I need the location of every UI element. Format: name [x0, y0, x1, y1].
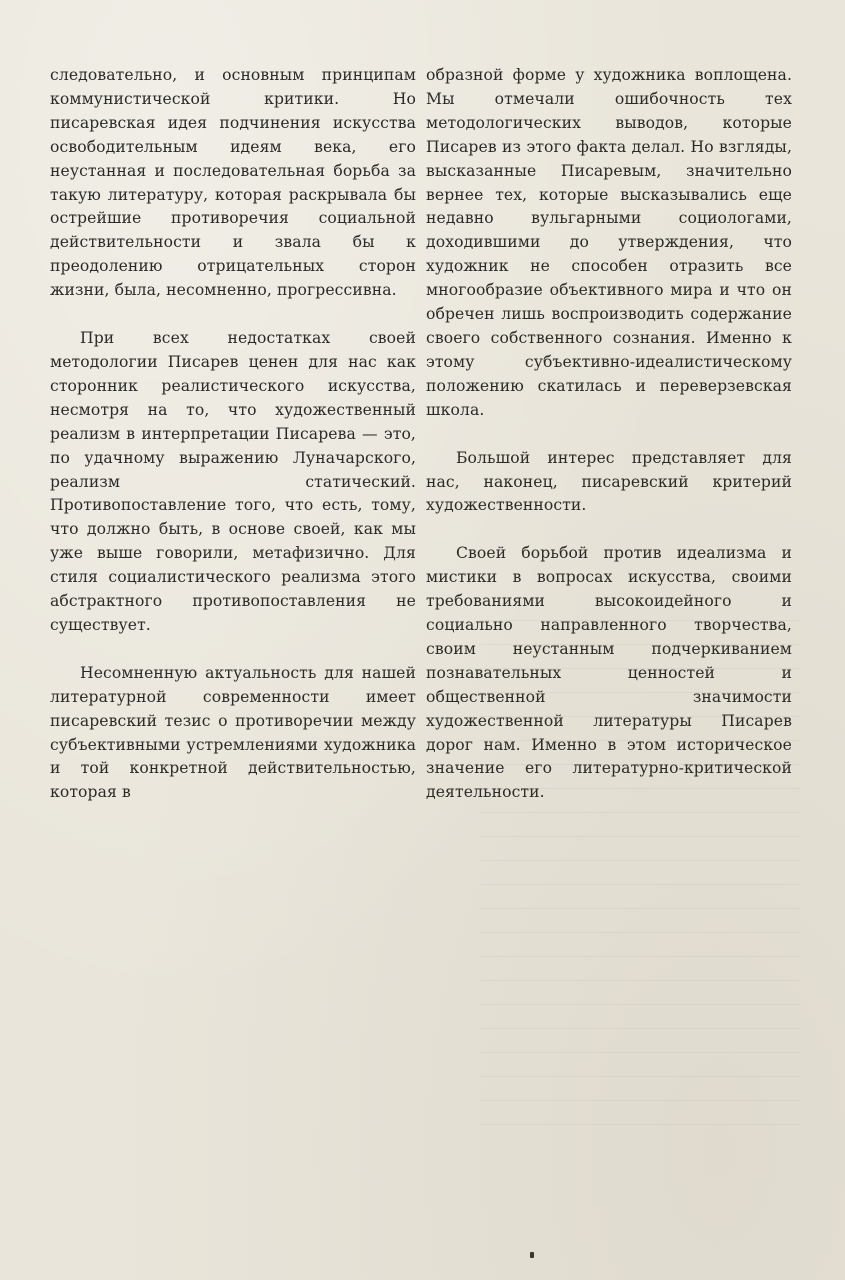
paragraph-continuation: следовательно, и основным принципам коммунистической критики. Но писаревская идея подчинения искусства освободительным идеям века, его неустанная и последовательная борьба за такую литературу, которая раскрывала бы острейшие противоречия социальной действительности и звала бы к преодолению отрицательных сторон жизни, была, несомненно, прогрессивна.	[50, 66, 416, 300]
page-mark	[530, 1252, 534, 1258]
right-text-column	[426, 64, 792, 805]
left-text-column	[50, 64, 416, 805]
paragraph-pisarev-methodology: При всех недостатках своей методологии Писарев ценен для нас как сторонник реалистического искусства, несмотря на то, что художественный реализм в интерпретации Писарева — это, по удачному выражению Луначарского, реализм статический. Противопоставление того, что есть, тому, что должно быть, в основе своей, как мы уже выше говорили, метафизично. Для стиля социалистического реализма этого абстрактного противопоставления не существует.	[50, 329, 416, 634]
paragraph-actuality: Несомненную актуальность для нашей литературной современности имеет писаревский тезис о противоречии между субъективными устремлениями художника и той конкретной действительностью, которая в	[50, 663, 416, 802]
paragraph-conclusion: Своей борьбой против идеализма и мистики в вопросах искусства, своими требованиями высокоидейного и социально направленного творчества, своим неустанным подчеркиванием познавательных ценностей и общественной значимости художественной литературы Писарев дорог нам. Именно в этом историческое значение его литературно-критической деятельности.	[426, 544, 792, 802]
paragraph-artistic-criterion: Большой интерес представляет для нас, наконец, писаревский критерий художественности.	[426, 448, 792, 515]
paragraph-continuation-right: образной форме у художника воплощена. Мы отмечали ошибочность тех методологических выводов, которые Писарев из этого факта делал. Но взгляды, высказанные Писаревым, значительно вернее тех, которые высказывались еще недавно вульгарными социологами, доходившими до утверждения, что художник не способен отразить все многообразие объективного мира и что он обречен лишь воспроизводить содержание своего собственного сознания. Именно к этому субъективно-идеалистическому положению скатилась и переверзевская школа.	[426, 66, 792, 419]
